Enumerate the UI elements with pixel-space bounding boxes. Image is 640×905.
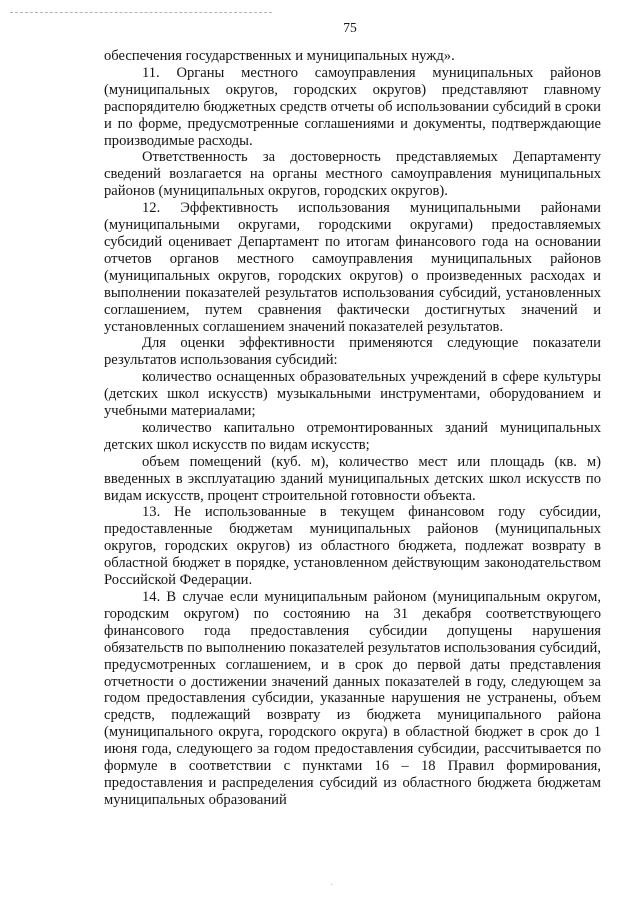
indicator-commissioned-volume: объем помещений (куб. м), количество мест или площадь (кв. м) введенных в эксплуатацию зданий муниципальных детских школ искусств по видам искусств, процент строительной готовности объекта. (104, 453, 601, 504)
paragraph-13: 13. Не использованные в текущем финансовом году субсидии, предоставленные бюджетам муниципальных районов (муниципальных округов, городских округов) из областного бюджета, подлежат возврату в областной бюджет в порядке, установленном действующим законодательством Российской Федерации. (104, 504, 601, 589)
document-body (104, 48, 601, 809)
paragraph-14: 14. В случае если муниципальным районом (муниципальным округом, городским округом) по состоянию на 31 декабря соответствующего финансового года предоставления субсидии допущены нарушения обязательств по выполнению показателей результатов использования субсидий, предусмотренных соглашением, и в срок до первой даты представления отчетности о достижении значений данных показателей в году, следующем за годом предоставления субсидии, указанные нарушения не устранены, объем средств, подлежащий возврату из бюджета муниципального района (муниципального округа, городского округа) в областной бюджет в срок до 1 июня года, следующего за годом предоставления субсидии, рассчитывается по формуле в соответствии с пунктами 16 – 18 Правил формирования, предоставления и распределения субсидий из областного бюджета бюджетам муниципальных образований (104, 589, 601, 808)
paragraph-indicators-intro: Для оценки эффективности применяются следующие показатели результатов использования субсидий: (104, 335, 601, 369)
paragraph-12: 12. Эффективность использования муниципальными районами (муниципальными округами, городскими округами) предоставляемых субсидий оценивает Департамент по итогам финансового года на основании отчетов органов местного самоуправления муниципальных районов (муниципальных округов, городских округов) о произведенных расходах и выполнении показателей результатов использования субсидий, установленных соглашением, путем сравнения фактически достигнутых значений и установленных соглашением значений показателей результатов. (104, 200, 601, 335)
paragraph-continuation: обеспечения государственных и муниципальных нужд». (104, 48, 455, 64)
indicator-repaired-buildings: количество капитально отремонтированных зданий муниципальных детских школ искусств по видам искусств; (104, 419, 601, 453)
indicator-equipped-schools: количество оснащенных образовательных учреждений в сфере культуры (детских школ искусств) музыкальными инструментами, оборудованием и учебными материалами; (104, 369, 601, 420)
scan-edge-mark (10, 12, 272, 13)
page-number: 75 (343, 20, 357, 35)
paragraph-11: 11. Органы местного самоуправления муниципальных районов (муниципальных округов, городских округов) представляют главному распорядителю бюджетных средств отчеты об использовании субсидий в сроки и по форме, предусмотренные соглашениями и документы, подтверждающие производимые расходы. (104, 64, 601, 149)
paragraph-responsibility: Ответственность за достоверность представляемых Департаменту сведений возлагается на органы местного самоуправления муниципальных районов (муниципальных округов, городских округов). (104, 149, 601, 200)
scan-dot-mark: · (330, 880, 334, 891)
